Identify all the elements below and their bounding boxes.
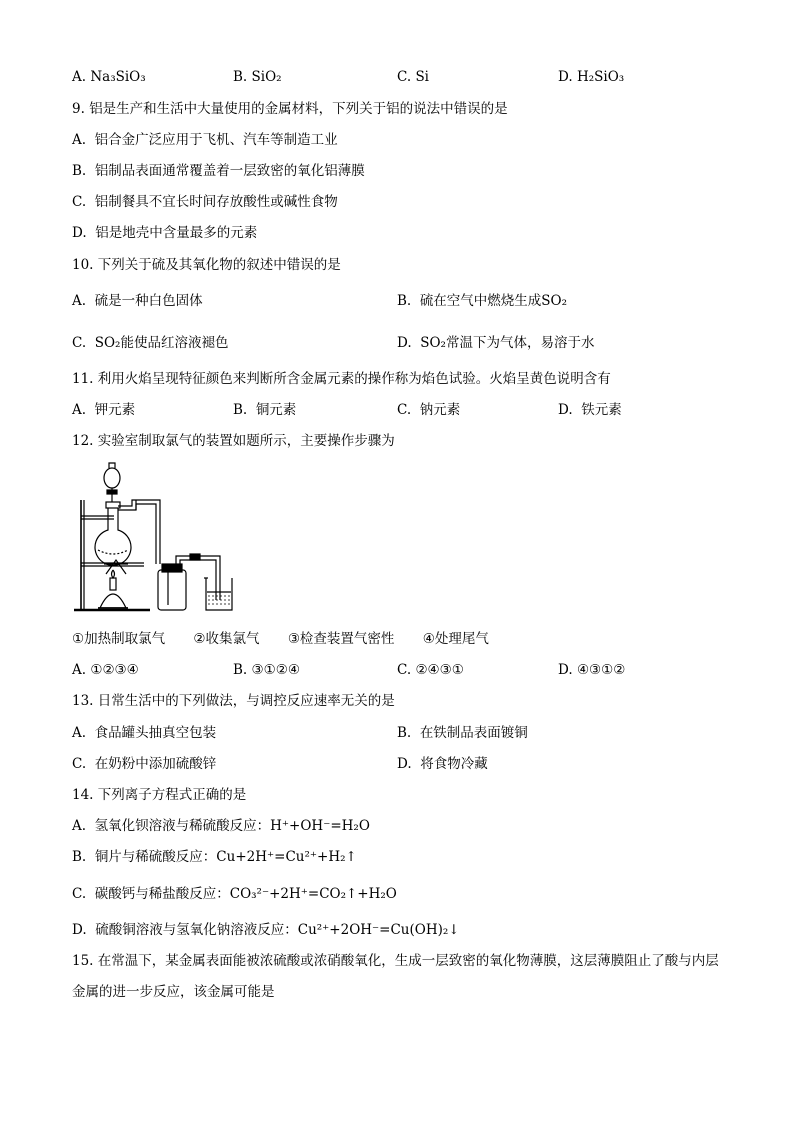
option-text: ④③①② [576,662,626,678]
q13-option-d [397,755,488,773]
question-text: 利用火焰呈现特征颜色来判断所含金属元素的操作称为焰色试验。火焰呈黄色说明含有 [97,371,611,387]
q10-option-d [397,334,594,352]
option-letter: B. [397,725,412,741]
q15-stem [72,946,732,1008]
option-text: 氢氧化钡溶液与稀硫酸反应：H⁺+OH⁻=H₂O [94,818,370,834]
q13-option-c [72,755,216,773]
step-item: ④处理尾气 [422,631,489,647]
option-text: 硫在空气中燃烧生成SO₂ [419,293,568,309]
q8-option-c [397,68,429,86]
option-text: 铝是地壳中含量最多的元素 [95,225,258,241]
q11-option-d [558,401,622,419]
q11-option-c [397,401,460,419]
q10-option-b [397,292,567,310]
step-item: ①加热制取氯气 [72,631,166,647]
question-number: 15. [72,953,94,969]
q10-stem [72,256,341,274]
option-letter: B. [233,662,248,678]
question-number: 12. [72,433,94,449]
option-text: 碳酸钙与稀盐酸反应：CO₃²⁻+2H⁺=CO₂↑+H₂O [94,886,397,902]
q8-option-d [558,68,624,86]
option-letter: D. [558,69,573,85]
q12-steps [72,630,513,648]
option-text: 铝制餐具不宜长时间存放酸性或碱性食物 [94,194,338,210]
option-text: 铝合金广泛应用于飞机、汽车等制造工业 [94,132,338,148]
option-letter: C. [397,662,412,678]
option-letter: B. [397,293,412,309]
q11-option-b [233,401,296,419]
option-letter: A. [72,293,87,309]
q14-stem [72,786,246,804]
question-number: 10. [72,257,94,273]
option-text: 铜元素 [255,402,297,418]
option-letter: A. [72,132,87,148]
option-text: 铜片与稀硫酸反应：Cu+2H⁺=Cu²⁺+H₂↑ [94,849,357,865]
option-letter: C. [72,194,87,210]
q13-stem [72,692,395,710]
step-item: ③检查装置气密性 [287,631,395,647]
option-letter: D. [397,756,412,772]
q10-option-c [72,334,228,352]
option-text: SiO₂ [251,69,282,85]
question-number: 11. [72,371,94,387]
option-letter: C. [72,335,87,351]
q14-option-c [72,885,397,903]
option-text: 将食物冷藏 [420,756,488,772]
option-text: Si [415,69,430,85]
option-letter: B. [72,163,87,179]
q14-option-d [72,921,460,939]
q13-option-b [397,724,528,742]
q14-option-a [72,817,370,835]
option-letter: C. [397,69,412,85]
option-text: Na₃SiO₃ [90,69,146,85]
question-number: 13. [72,693,94,709]
option-letter: C. [72,756,87,772]
question-text: 下列关于硫及其氧化物的叙述中错误的是 [97,257,341,273]
option-text: 在奶粉中添加硫酸锌 [94,756,217,772]
q12-option-a [72,661,139,679]
q9-option-c [72,193,338,211]
question-text: 铝是生产和生活中大量使用的金属材料，下列关于铝的说法中错误的是 [89,101,508,117]
question-text: 下列离子方程式正确的是 [97,787,247,803]
question-text: 日常生活中的下列做法，与调控反应速率无关的是 [97,693,395,709]
q9-stem [72,100,508,118]
q14-option-b [72,848,357,866]
option-text: SO₂常温下为气体，易溶于水 [420,335,595,351]
question-number: 9. [72,101,85,117]
q12-option-d [558,661,625,679]
option-letter: D. [397,335,412,351]
option-text: H₂SiO₃ [576,69,625,85]
option-text: 在铁制品表面镀铜 [419,725,528,741]
option-letter: D. [72,225,87,241]
option-text: ③①②④ [251,662,300,678]
q12-option-c [397,661,464,679]
option-text: ②④③① [415,662,464,678]
q12-stem [72,432,395,450]
q12-option-b [233,661,300,679]
option-letter: C. [72,886,87,902]
option-text: 钠元素 [419,402,461,418]
option-text: 铝制品表面通常覆盖着一层致密的氧化铝薄膜 [94,163,365,179]
question-text: 在常温下，某金属表面能被浓硫酸或浓硝酸氧化，生成一层致密的氧化物薄膜，这层薄膜阻止了酸与内层金属的进一步反应，该金属可能是 [72,953,719,1000]
q9-option-d [72,224,257,242]
option-text: 钾元素 [94,402,136,418]
q10-option-a [72,292,203,310]
option-letter: C. [397,402,412,418]
step-item: ②收集氯气 [193,631,260,647]
option-letter: A. [72,662,87,678]
option-text: SO₂能使品红溶液褪色 [94,335,229,351]
q13-option-a [72,724,216,742]
option-letter: B. [233,69,248,85]
option-text: 硫是一种白色固体 [94,293,203,309]
q11-stem [72,370,611,388]
option-letter: D. [558,662,573,678]
q9-option-a [72,131,338,149]
question-text: 实验室制取氯气的装置如题所示，主要操作步骤为 [97,433,395,449]
option-letter: A. [72,818,87,834]
q11-option-a [72,401,135,419]
option-text: ①②③④ [90,662,139,678]
question-number: 14. [72,787,94,803]
q8-option-a [72,68,146,86]
option-letter: D. [558,402,573,418]
option-letter: B. [233,402,248,418]
chlorine-apparatus-figure [70,460,240,618]
option-text: 硫酸铜溶液与氢氧化钠溶液反应：Cu²⁺+2OH⁻=Cu(OH)₂↓ [95,922,460,938]
option-text: 铁元素 [581,402,622,418]
option-letter: D. [72,922,87,938]
option-text: 食品罐头抽真空包装 [94,725,217,741]
option-letter: A. [72,725,87,741]
q9-option-b [72,162,365,180]
option-letter: A. [72,69,87,85]
q8-option-b [233,68,282,86]
option-letter: B. [72,849,87,865]
option-letter: A. [72,402,87,418]
